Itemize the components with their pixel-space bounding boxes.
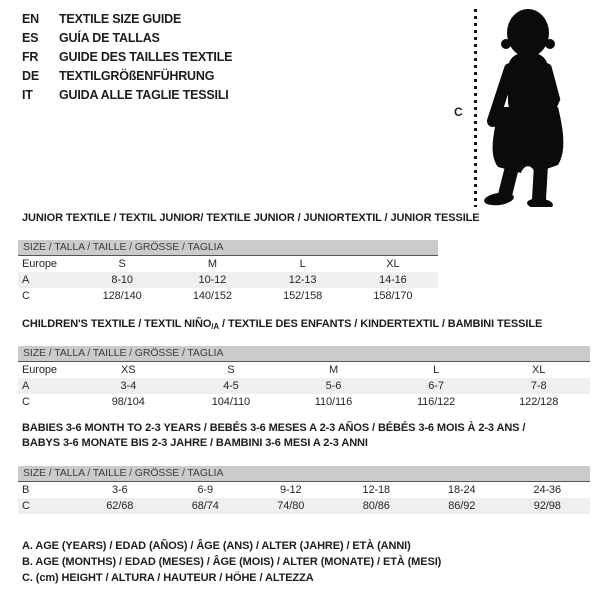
size-cell: 104/110 [211, 396, 251, 408]
size-cell: 5-6 [282, 378, 385, 394]
size-cell: 86/92 [419, 498, 505, 514]
size-cell: 6-7 [385, 378, 488, 394]
language-label: TEXTILGRÖßENFÜHRUNG [59, 69, 215, 83]
size-cell: 110/116 [314, 396, 353, 408]
language-code: ES [22, 31, 39, 45]
junior-size-table [18, 240, 438, 304]
size-cell: 7-8 [487, 378, 590, 394]
size-cell: 10-12 [167, 272, 257, 288]
size-cell: 3-4 [77, 378, 180, 394]
size-cell: 8-10 [77, 272, 167, 288]
size-cell: S [118, 258, 126, 270]
size-cell: 74/80 [248, 498, 334, 514]
size-header-bar: SIZE / TALLA / TAILLE / GRÖSSE / TAGLIA [18, 466, 590, 482]
language-row-fr [22, 48, 232, 67]
language-row-de [22, 67, 232, 86]
size-cell: L [299, 258, 306, 270]
size-header-bar: SIZE / TALLA / TAILLE / GRÖSSE / TAGLIA [18, 240, 438, 256]
size-cell: S [227, 364, 235, 376]
size-cell: 6-9 [197, 484, 214, 496]
size-cell: 98/104 [111, 396, 145, 408]
table-row [18, 482, 590, 498]
legend-line-a: A. AGE (YEARS) / EDAD (AÑOS) / ÂGE (ANS) / ALTER (JAHRE) / ETÀ (ANNI) [22, 540, 411, 552]
table-row [18, 394, 590, 410]
size-cell: 62/68 [77, 498, 163, 514]
children-size-table [18, 346, 590, 410]
size-cell: L [433, 364, 440, 376]
language-code: DE [22, 69, 39, 83]
babies-title-line1: BABIES 3-6 MONTH TO 2-3 YEARS / BEBÉS 3-6 MESES A 2-3 AÑOS / BÉBÉS 3-6 MOIS À 2-3 ANS / [22, 422, 526, 434]
size-cell: XL [532, 364, 546, 376]
table-row [18, 498, 590, 514]
language-label: GUIDA ALLE TAGLIE TESSILI [59, 88, 229, 102]
size-cell: M [328, 364, 339, 376]
language-list [22, 10, 232, 105]
language-label: GUÍA DE TALLAS [59, 31, 160, 45]
language-label: TEXTILE SIZE GUIDE [59, 12, 182, 26]
table-row [18, 288, 438, 304]
height-measure-label: C [454, 105, 463, 119]
babies-title-line2: BABYS 3-6 MONATE BIS 2-3 JAHRE / BAMBINI 3-6 MESI A 2-3 ANNI [22, 437, 368, 449]
row-label-cell: A [18, 378, 77, 394]
children-section-title [22, 318, 542, 331]
table-row [18, 362, 590, 378]
size-cell: 140/152 [192, 290, 232, 302]
size-cell: 158/170 [373, 290, 413, 302]
size-cell: 9-12 [279, 484, 302, 496]
children-title-pre: CHILDREN'S TEXTILE / TEXTIL NIÑO [22, 318, 212, 330]
size-cell: 122/128 [519, 396, 559, 408]
size-cell: 92/98 [505, 498, 591, 514]
table-row [18, 256, 438, 272]
language-row-it [22, 86, 232, 105]
language-row-es [22, 29, 232, 48]
row-label-cell: Europe [22, 258, 57, 270]
size-cell: 116/122 [416, 396, 456, 408]
size-cell: 80/86 [334, 498, 420, 514]
row-label-cell: C [18, 498, 77, 514]
row-label-cell: C [22, 396, 30, 408]
language-row-en [22, 10, 232, 29]
babies-section-title [22, 421, 582, 451]
size-cell: 14-16 [348, 272, 438, 288]
size-cell: 12-18 [362, 484, 391, 496]
legend-line-c: C. (cm) HEIGHT / ALTURA / HAUTEUR / HÖHE / ALTEZZA [22, 572, 314, 584]
language-code: FR [22, 50, 39, 64]
size-cell: 18-24 [447, 484, 476, 496]
size-header-bar: SIZE / TALLA / TAILLE / GRÖSSE / TAGLIA [18, 346, 590, 362]
size-cell: 3-6 [111, 484, 128, 496]
legend-line-b: B. AGE (MONTHS) / EDAD (MESES) / ÂGE (MOIS) / ALTER (MONATE) / ETÀ (MESI) [22, 556, 442, 568]
language-label: GUIDE DES TAILLES TEXTILE [59, 50, 233, 64]
toddler-silhouette-icon [483, 7, 573, 207]
table-row [18, 378, 590, 394]
row-label-cell: Europe [22, 364, 57, 376]
size-cell: XL [386, 258, 400, 270]
size-cell: M [207, 258, 217, 270]
size-cell: 4-5 [180, 378, 283, 394]
row-label-cell: C [22, 290, 30, 302]
size-cell: XS [121, 364, 136, 376]
size-cell: 152/158 [283, 290, 323, 302]
row-label-cell: A [18, 272, 77, 288]
size-cell: 12-13 [258, 272, 348, 288]
table-row [18, 272, 438, 288]
language-code: EN [22, 12, 39, 26]
measure-legend [22, 538, 441, 586]
row-label-cell: B [22, 484, 30, 496]
height-measure-line [474, 9, 477, 207]
junior-section-title: JUNIOR TEXTILE / TEXTIL JUNIOR/ TEXTILE JUNIOR / JUNIORTEXTIL / JUNIOR TESSILE [22, 212, 480, 224]
size-cell: 24-36 [533, 484, 562, 496]
babies-size-table [18, 466, 590, 514]
size-cell: 68/74 [163, 498, 249, 514]
size-cell: 128/140 [102, 290, 142, 302]
language-code: IT [22, 88, 33, 102]
children-title-post: / TEXTILE DES ENFANTS / KINDERTEXTIL / BAMBINI TESSILE [219, 318, 543, 330]
children-title-sub: /A [211, 322, 220, 331]
